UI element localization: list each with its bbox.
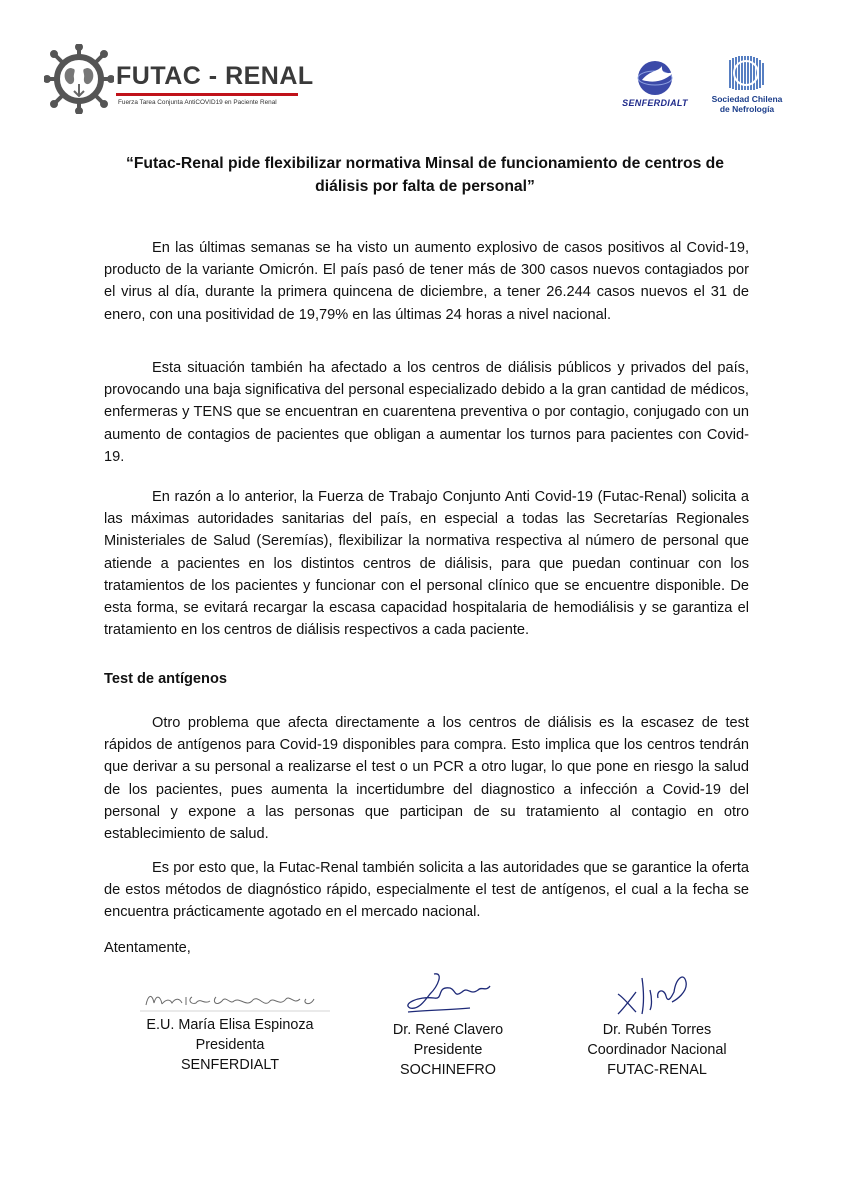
globe-dove-icon [612,58,698,98]
signer-name: E.U. María Elisa Espinoza [146,1017,314,1033]
signer-org: SOCHINEFRO [400,1062,496,1078]
signer-role: Presidenta [195,1037,265,1053]
signer-name: Dr. Rubén Torres [602,1022,712,1038]
signature-block-sochinefro [378,968,518,1080]
handwritten-signature-clavero [378,968,518,1020]
document-title: “Futac-Renal pide flexibilizar normativa Minsal de funcionamiento de centros de diálisis por falta de personal” [126,155,724,195]
stripes-icon [702,54,792,92]
futac-renal-logo-block [44,44,314,118]
senferdialt-logo [612,58,698,116]
paragraph-3 [104,486,749,641]
signer-org: SENFERDIALT [180,1057,280,1073]
signer-name: Dr. René Clavero [392,1022,504,1038]
paragraph-4 [104,712,749,845]
sociedad-chilena-line2: de Nefrología [719,104,775,114]
sociedad-chilena-name [702,94,792,114]
handwritten-signature-torres [572,968,742,1020]
closing-salutation: Atentamente, [104,940,191,956]
signature-block-senferdialt [130,985,330,1075]
paragraph-4-text: Otro problema que afecta directamente a los centros de diálisis es la escasez de test rápidos de antígenos para Covid-19 disponibles para compra. Esto implica que los centros tendrán que derivar a su personal a realizarse el test o un PCR a otro lugar, lo que pone en riesgo la salud de los pacientes, pues aumenta la incertidumbre del diagnostico a infección a Covid-19 del personal y expone a las personas que participan de su tratamiento al contagio en otro establecimiento de salud. [104,715,749,843]
senferdialt-name: SENFERDIALT [622,98,688,108]
brand-divider [116,93,298,96]
paragraph-3-text: En razón a lo anterior, la Fuerza de Trabajo Conjunto Anti Covid-19 (Futac-Renal) solicita a las máximas autoridades sanitarias del país, en especial a todas las Secretarías Regionales Ministeriales de Salud (Seremías), flexibilizar la normativa respectiva al número de personal que atiende a pacientes en los distintos centros de diálisis, para que puedan continuar con los tratamientos de los pacientes y funcionar con el personal clínico que se encuentre disponible. De esta forma, se evitará recargar la escasa capacidad hospitalaria de hemodiálisis y se garantiza el tratamiento en los centros de diálisis respectivos a cada paciente. [104,489,749,639]
brand-subtitle: Fuerza Tarea Conjunta AntiCOVID19 en Paciente Renal [118,99,277,106]
virus-kidney-logo-icon [44,44,114,114]
paragraph-2-text: Esta situación también ha afectado a los centros de diálisis públicos y privados del país, provocando una baja significativa del personal especializado debido a la gran cantidad de médicos, enfermeras y TENS que se encuentran en cuarentena preventiva o por contagio, conjugado con un aumento de contagios de pacientes que obligan a aumentar los turnos para pacientes con Covid-19. [104,360,749,465]
sociedad-chilena-line1: Sociedad Chilena [711,94,783,104]
brand-name: FUTAC - RENAL [116,62,314,90]
paragraph-5-text: Es por esto que, la Futac-Renal también solicita a las autoridades que se garantice la oferta de estos métodos de diagnóstico rápido, especialmente el test de antígenos, el cual a la fecha se encuentra prácticamente agotado en el mercado nacional. [104,860,749,921]
sociedad-chilena-nefrologia-logo [702,54,792,120]
paragraph-1-text: En las últimas semanas se ha visto un aumento explosivo de casos positivos al Covid-19, producto de la variante Omicrón. El país pasó de tener más de 300 casos nuevos contagiados por el virus al día, durante la primera quincena de diciembre, a tener 26.244 casos nuevos el 31 de enero, con una positividad de 19,79% en las últimas 24 horas a nivel nacional. [104,240,749,323]
section-heading-test-antigenos: Test de antígenos [104,671,227,687]
paragraph-1 [104,237,749,326]
paragraph-5 [104,857,749,924]
signer-role: Coordinador Nacional [587,1042,727,1058]
signer-org: FUTAC-RENAL [607,1062,707,1078]
signature-block-futac-renal [572,968,742,1080]
paragraph-2 [104,357,749,468]
signer-role: Presidente [413,1042,483,1058]
handwritten-signature-espinoza [130,985,330,1015]
